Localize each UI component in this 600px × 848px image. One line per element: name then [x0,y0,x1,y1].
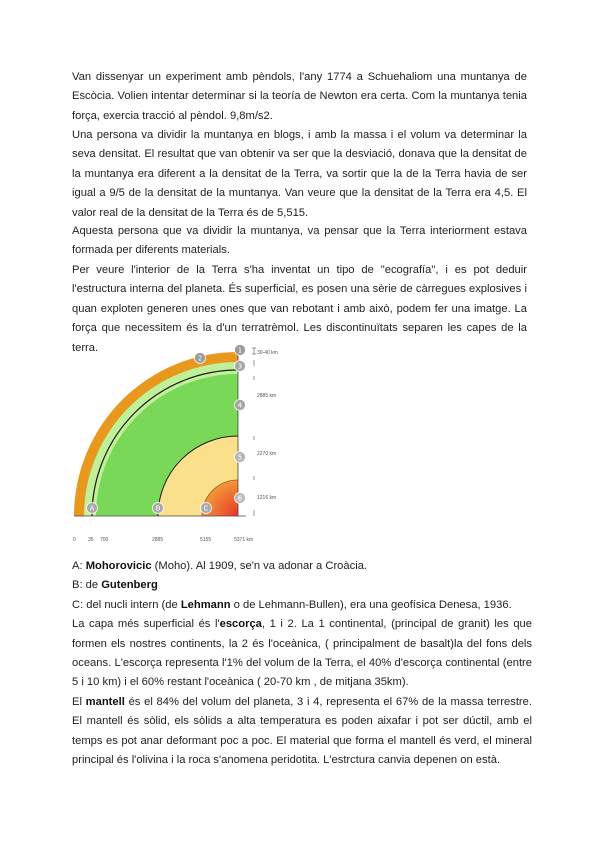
mantle-name: mantell [85,695,125,708]
paragraph-materials: Aquesta persona que va dividir la muntanya, va pensar que la Terra interiorment estava formada per diferents materials. [72,225,527,257]
label-b-prefix: B: de [72,579,102,592]
layer-number-marker [235,400,246,411]
layer-number-marker [235,345,246,356]
axis-tick-label: 5371 km [234,537,254,543]
discontinuity-marker-b [153,503,164,514]
depth-label: 30-40 km [257,350,278,356]
label-a-text: (Moho). Al 1909, se'n va adonar a Croàcia. [151,560,368,572]
mantle-prefix: El [72,695,86,708]
discontinuity-marker-c [201,503,212,514]
layer-number-marker [195,353,206,364]
axis-tick-label: 0 [73,537,76,543]
axis-tick-label: 2885 [152,537,164,543]
layer-number-marker [235,452,246,463]
mohorovicic-name: Mohorovicic [85,560,152,572]
depth-label: 2270 km [257,451,277,457]
label-c-prefix: C: del nucli intern (de [72,598,181,611]
svg-text:1: 1 [237,346,243,355]
lehmann-name: Lehmann [180,598,231,611]
paragraph-mantle [72,693,532,771]
svg-text:A: A [89,504,95,513]
paragraph-pendulum-experiment: Van dissenyar un experiment amb pèndols, l'any 1774 a Schuehaliom una muntanya de Escòcia. Volien intentar determinar si la teoría de Newton era certa. Com la muntanya tenia força, exercia tracció al pèndol. 9,8m/s2. [72,71,527,122]
label-a-prefix: A: [72,560,86,572]
label-b-gutenberg [72,576,532,595]
layer-number-marker [235,361,246,372]
axis-tick-label: 700 [100,537,109,543]
mantle-text: és el 84% del volum del planeta, 3 i 4, representa el 67% de la massa terrestre. El mantell és sòlid, els sòlids a alta temperatura es poden aixafar i pot ser dúctil, amb el temps es pot anar deformant poc a poc. El material que forma el mantell és verd, el mineral principal és l'olivina i la roca s'anomena peridotita. L'estrctura canvia depenen on està. [72,695,532,767]
earth-layers-diagram [70,340,278,546]
crust-name: escorça [219,618,262,631]
svg-text:3: 3 [237,362,243,371]
svg-text:4: 4 [237,401,243,410]
depth-label: 2885 km [257,393,277,399]
axis-tick-label: 35 [88,537,94,543]
svg-text:2: 2 [197,354,203,363]
label-a-moho [72,557,532,576]
paragraph-earth-density: Una persona va dividir la muntanya en blogs, i amb la massa i el volum va determinar la seva densitat. El resultat que van obtenir va ser que la desviació, donava que la densitat de la muntanya era diferent a la densitat de la Terra, va sortir que la de la Terra havia de ser igual a 9/5 de la densitat de la muntanya. Van veure que la densitat de la Terra era 4,5. El valor real de la densitat de la Terra és de 5,515. [72,129,527,219]
axis-tick-label: 5155 [200,537,212,543]
discontinuity-marker-a [87,503,98,514]
svg-text:C: C [203,504,209,513]
gutenberg-name: Gutenberg [101,579,158,592]
depth-label: 1216 km [257,495,277,501]
svg-text:B: B [155,504,161,513]
paragraph-seismic-ecography: Per veure l'interior de la Terra s'ha inventat un tipo de "ecografía", i es pot deduir l'estructura interna del planeta. És superficial, es posen una sèrie de càrregues explosives i quan exploten generen unes ones que van rebotant i amb això, podem fer una imatge. La força que necessitem és la d'un terratrèmol. Les discontinuïtats separen les capes de la terra. [72,264,527,354]
crust-prefix: La capa més superficial és l' [72,618,220,631]
svg-text:5: 5 [237,453,243,462]
paragraph-crust [72,615,532,693]
layer-explanations [72,557,532,770]
depth-scale [252,348,256,516]
label-c-text: o de Lehmann-Bullen), era una geofísica Denesa, 1936. [230,598,512,611]
label-c-lehmann [72,596,532,615]
crust-text: , 1 i 2. La 1 continental, (principal de granit) les que formen els nostres continents, la 2 és l'oceànica, ( principalment de basalt)la del fons dels oceans. L'escorça representa l'1% del volum de la Terra, el 40% d'escorça continental (entre 5 i 10 km) i el 60% restant l'oceànica ( 20-70 km , de mitjana 35km). [72,618,532,689]
layer-number-marker [235,493,246,504]
svg-text:6: 6 [237,494,243,503]
